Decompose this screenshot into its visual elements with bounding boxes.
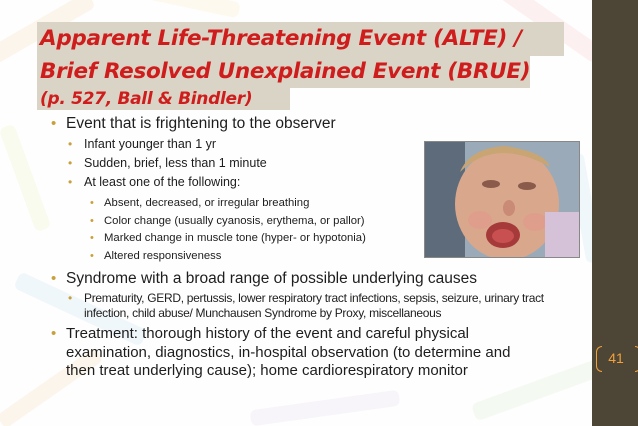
- bullet-icon: •: [90, 249, 94, 262]
- bullet-icon: •: [68, 156, 73, 170]
- bullet-icon: •: [90, 232, 94, 244]
- bullet-text: Infant younger than 1 yr: [84, 137, 217, 151]
- bullet-text: Syndrome with a broad range of possible underlying causes: [66, 270, 477, 287]
- page-number: 41: [608, 350, 624, 366]
- bullet-text: Prematurity, GERD, pertussis, lower respiratory tract infections, sepsis, seizure, urinary tract infection, child abuse/ Munchausen Syndrome by Proxy, miscellaneous: [84, 291, 544, 320]
- bullet-icon: •: [51, 325, 57, 342]
- list-item: [50, 114, 582, 133]
- bullet-text: Absent, decreased, or irregular breathing: [104, 197, 310, 209]
- bullet-text: Event that is frightening to the observer: [66, 115, 336, 132]
- bullet-text: Altered responsiveness: [104, 249, 222, 262]
- list-item: [50, 269, 582, 288]
- infant-photo: [424, 141, 580, 258]
- slide-title-line-1: Apparent Life-Threatening Event (ALTE) /: [40, 26, 522, 51]
- page-number-box: [594, 346, 638, 372]
- list-item: [50, 325, 582, 381]
- bullet-icon: •: [68, 175, 73, 189]
- bullet-icon: •: [51, 270, 57, 287]
- bullet-icon: •: [68, 291, 72, 305]
- list-item: [50, 291, 582, 321]
- bullet-text: At least one of the following:: [84, 175, 241, 189]
- bullet-icon: •: [51, 115, 57, 132]
- slide-title-line-3: (p. 527, Ball & Bindler): [40, 89, 253, 109]
- bullet-icon: •: [90, 214, 94, 227]
- bullet-text: Color change (usually cyanosis, erythema, or pallor): [104, 214, 365, 227]
- bullet-text: Sudden, brief, less than 1 minute: [84, 156, 267, 170]
- bullet-icon: •: [90, 197, 94, 209]
- bullet-text: Marked change in muscle tone (hyper- or hypotonia): [104, 232, 366, 244]
- bullet-text: Treatment: thorough history of the event and careful physical examination, diagnostics, in-hospital observation (to determine and then treat underlying cause); home cardiorespiratory monitor: [66, 325, 511, 379]
- bullet-icon: •: [68, 137, 73, 151]
- slide-title-line-2: Brief Resolved Unexplained Event (BRUE): [40, 59, 531, 84]
